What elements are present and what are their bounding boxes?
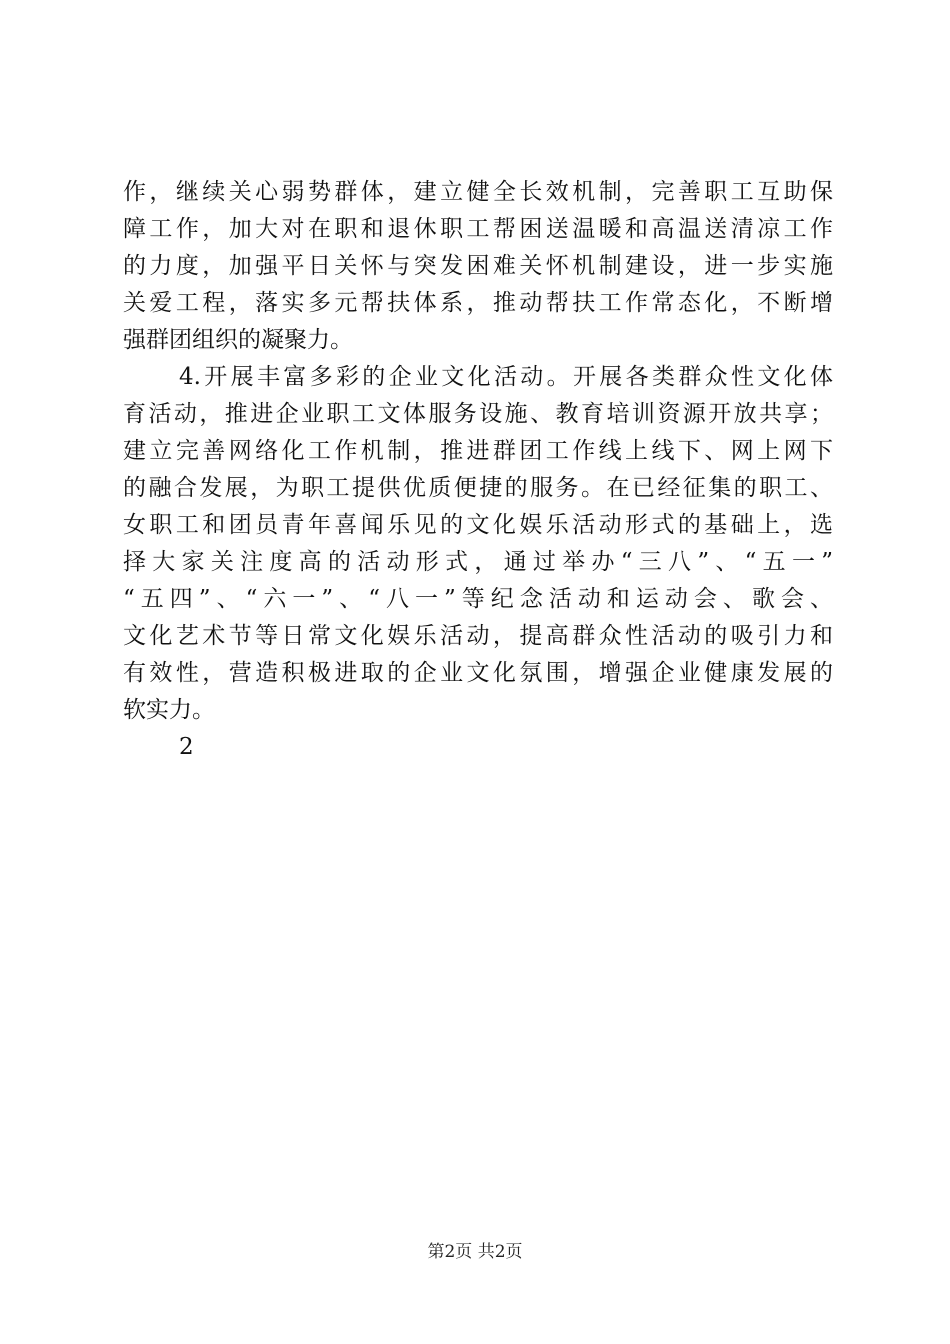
text-line: 软实力。 (123, 697, 215, 723)
page-footer: 第2页 共2页 (427, 1242, 523, 1262)
text-line: 文化艺术节等日常文化娱乐活动，提高群众性活动的吸引力和 (123, 623, 833, 649)
text-line: “五四”、“六一”、“八一”等纪念活动和运动会、歌会、 (123, 586, 833, 612)
inline-page-number: 2 (179, 734, 194, 760)
text-line: 的融合发展，为职工提供优质便捷的服务。在已经征集的职工、 (123, 475, 833, 501)
text-line: 关爱工程，落实多元帮扶体系，推动帮扶工作常态化，不断增 (123, 290, 833, 316)
text-line: 作，继续关心弱势群体，建立健全长效机制，完善职工互助保 (123, 179, 833, 205)
paragraph-heading-line: 4.开展丰富多彩的企业文化活动。开展各类群众性文化体 (179, 364, 833, 390)
text-line: 女职工和团员青年喜闻乐见的文化娱乐活动形式的基础上，选 (123, 512, 833, 538)
document-body (123, 174, 833, 766)
text-line: 建立完善网络化工作机制，推进群团工作线上线下、网上网下 (123, 438, 833, 464)
text-line: 的力度，加强平日关怀与突发困难关怀机制建设，进一步实施 (123, 253, 833, 279)
text-line: 强群团组织的凝聚力。 (123, 327, 353, 353)
text-line: 育活动，推进企业职工文体服务设施、教育培训资源开放共享； (123, 401, 833, 427)
text-line: 择大家关注度高的活动形式，通过举办“三八”、“五一” (123, 549, 833, 575)
text-line: 有效性，营造积极进取的企业文化氛围，增强企业健康发展的 (123, 660, 833, 686)
text-line: 障工作，加大对在职和退休职工帮困送温暖和高温送清凉工作 (123, 216, 833, 242)
